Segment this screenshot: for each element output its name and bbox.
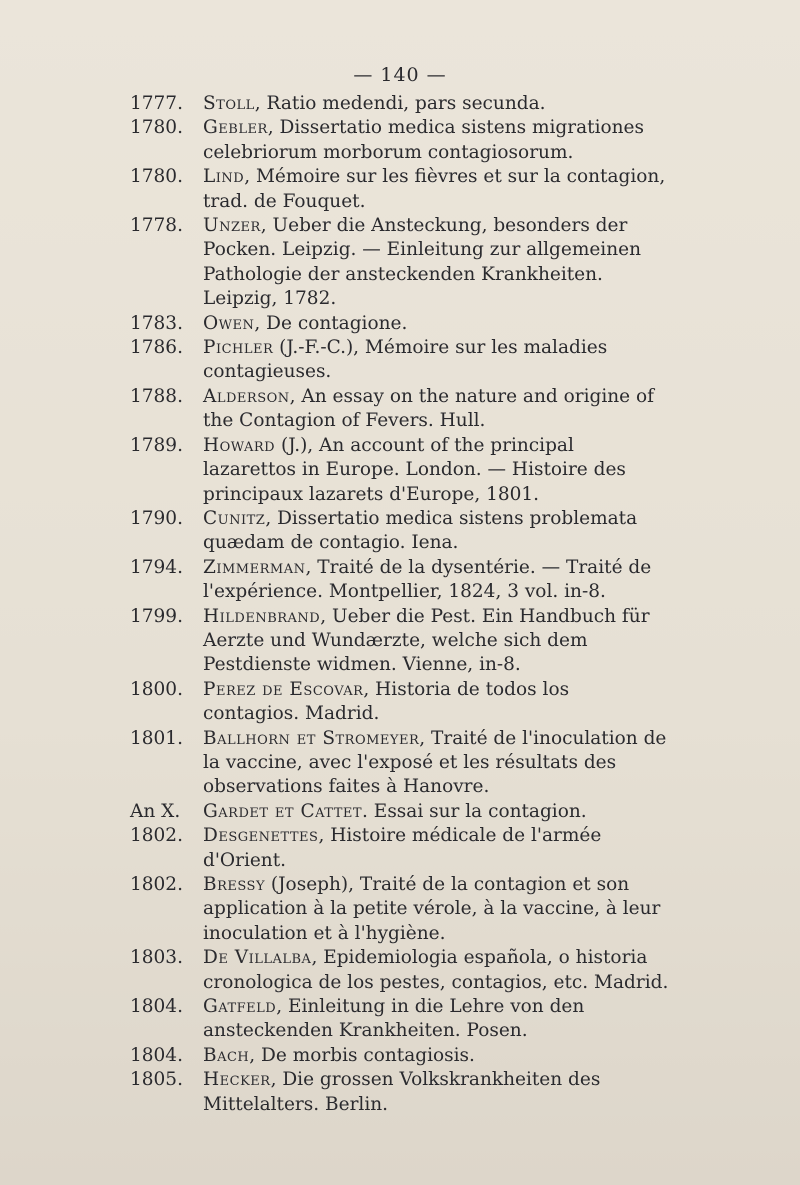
entry-author: Alderson bbox=[203, 385, 290, 407]
entry-text: , Historia de todos los contagios. Madrid. bbox=[203, 678, 570, 725]
bibliography-entry bbox=[130, 727, 670, 800]
entry-author: Desgenettes bbox=[203, 825, 319, 847]
entry-text: (J.), An account of the principal lazarettos in Europe. London. — Histoire des principaux lazarets d'Europe, 1801. bbox=[203, 434, 626, 505]
entry-text: , Mémoire sur les fièvres et sur la contagion, trad. de Fouquet. bbox=[203, 166, 666, 212]
entry-text: , De morbis contagiosis. bbox=[249, 1044, 475, 1066]
entry-text: , Traité de l'inoculation de la vaccine, avec l'exposé et les résultats des observations faites à Hanovre. bbox=[203, 727, 667, 798]
entry-year: 1786. bbox=[130, 337, 183, 359]
bibliography-entry bbox=[130, 678, 670, 727]
entry-text: , Histoire médicale de l'armée d'Orient. bbox=[203, 825, 602, 871]
entry-year: 1780. bbox=[130, 117, 183, 139]
entry-year: 1799. bbox=[130, 605, 183, 627]
entry-year: 1802. bbox=[130, 825, 183, 847]
entry-year: 1803. bbox=[130, 947, 183, 969]
entry-text: (Joseph), Traité de la contagion et son application à la petite vérole, à la vaccine, à leur inoculation et à l'hygiène. bbox=[203, 874, 661, 944]
entry-year: 1780. bbox=[130, 166, 183, 188]
entry-year: 1802. bbox=[130, 874, 183, 895]
bibliography-entry bbox=[130, 507, 670, 556]
bibliography-entry bbox=[130, 873, 670, 946]
entry-text: , Dissertatio medica sistens problemata quædam de contagio. Iena. bbox=[203, 507, 638, 554]
entry-author: Pichler bbox=[203, 337, 274, 359]
bibliography-entry bbox=[130, 434, 670, 507]
entry-text: , An essay on the nature and origine of the Contagion of Fevers. Hull. bbox=[203, 385, 654, 432]
entry-year: 1777. bbox=[130, 93, 183, 114]
entry-author: Owen bbox=[203, 312, 255, 334]
entry-year: 1805. bbox=[130, 1069, 183, 1091]
entry-author: Cunitz bbox=[203, 507, 266, 529]
entry-year: 1783. bbox=[130, 312, 183, 334]
entry-author: Lind bbox=[203, 166, 245, 188]
entry-year: An X. bbox=[130, 800, 181, 822]
bibliography-entry bbox=[130, 946, 670, 995]
entry-text: , Dissertatio medica sistens migrationes celebriorum morborum contagiosorum. bbox=[203, 117, 644, 163]
entry-author: Unzer bbox=[203, 215, 261, 237]
bibliography-entry bbox=[130, 605, 670, 678]
bibliography-entry bbox=[130, 995, 670, 1044]
page-number: — 140 — bbox=[353, 64, 447, 86]
entry-author: Zimmerman bbox=[203, 556, 306, 578]
bibliography-entry bbox=[130, 92, 670, 116]
entry-author: Howard bbox=[203, 434, 276, 456]
entry-year: 1804. bbox=[130, 1044, 183, 1066]
entry-text: , Ueber die Ansteckung, besonders der Pocken. Leipzig. — Einleitung zur allgemeinen Pathologie der ansteckenden Krankheiten. Leipzig, 1782. bbox=[203, 215, 642, 310]
entry-author: De Villalba bbox=[203, 947, 312, 969]
entry-text: (J.-F.-C.), Mémoire sur les maladies contagieuses. bbox=[203, 337, 608, 383]
entry-year: 1788. bbox=[130, 385, 183, 407]
bibliography-entry bbox=[130, 336, 670, 385]
entry-year: 1804. bbox=[130, 996, 183, 1018]
entry-author: Gardet et Cattet bbox=[203, 800, 363, 822]
entry-author: Ballhorn et Stromeyer bbox=[203, 727, 420, 749]
entry-text: . Essai sur la contagion. bbox=[362, 800, 587, 822]
entry-text: , Einleitung in die Lehre von den ansteckenden Krankheiten. Posen. bbox=[203, 996, 585, 1042]
entry-text: , Epidemiologia española, o historia cronologica de los pestes, contagios, etc. Madrid. bbox=[203, 947, 669, 993]
bibliography-entry bbox=[130, 116, 670, 165]
entry-author: Hildenbrand bbox=[203, 605, 321, 627]
entry-year: 1800. bbox=[130, 678, 183, 700]
entry-author: Gatfeld bbox=[203, 996, 277, 1018]
bibliography-entry bbox=[130, 800, 670, 824]
entry-author: Gebler bbox=[203, 117, 268, 139]
entry-text: , Ueber die Pest. Ein Handbuch für Aerzte und Wundærzte, welche sich dem Pestdienste widmen. Vienne, in-8. bbox=[203, 605, 650, 676]
bibliography-entry bbox=[130, 1044, 670, 1068]
bibliography-entry bbox=[130, 824, 670, 873]
entry-author: Hecker bbox=[203, 1069, 271, 1091]
entry-text: , De contagione. bbox=[254, 312, 408, 334]
entry-year: 1778. bbox=[130, 215, 183, 237]
entry-author: Bach bbox=[203, 1044, 250, 1066]
entry-text: , Traité de la dysentérie. — Traité de l'expérience. Montpellier, 1824, 3 vol. in-8. bbox=[203, 556, 652, 603]
entry-author: Bressy bbox=[203, 874, 266, 895]
bibliography-entry bbox=[130, 214, 670, 312]
bibliography-entry bbox=[130, 165, 670, 214]
bibliography-entry bbox=[130, 1068, 670, 1117]
entry-year: 1789. bbox=[130, 434, 183, 456]
entry-year: 1794. bbox=[130, 556, 183, 578]
bibliography-entry bbox=[130, 312, 670, 336]
entry-year: 1790. bbox=[130, 507, 183, 529]
entry-text: , Ratio medendi, pars secunda. bbox=[254, 93, 546, 114]
bibliography-list bbox=[130, 92, 670, 1117]
entry-year: 1801. bbox=[130, 727, 183, 749]
entry-author: Perez de Escovar bbox=[203, 678, 364, 700]
entry-text: , Die grossen Volkskrankheiten des Mittelalters. Berlin. bbox=[203, 1069, 601, 1115]
bibliography-entry bbox=[130, 556, 670, 605]
entry-author: Stoll bbox=[203, 93, 255, 114]
bibliography-entry bbox=[130, 385, 670, 434]
